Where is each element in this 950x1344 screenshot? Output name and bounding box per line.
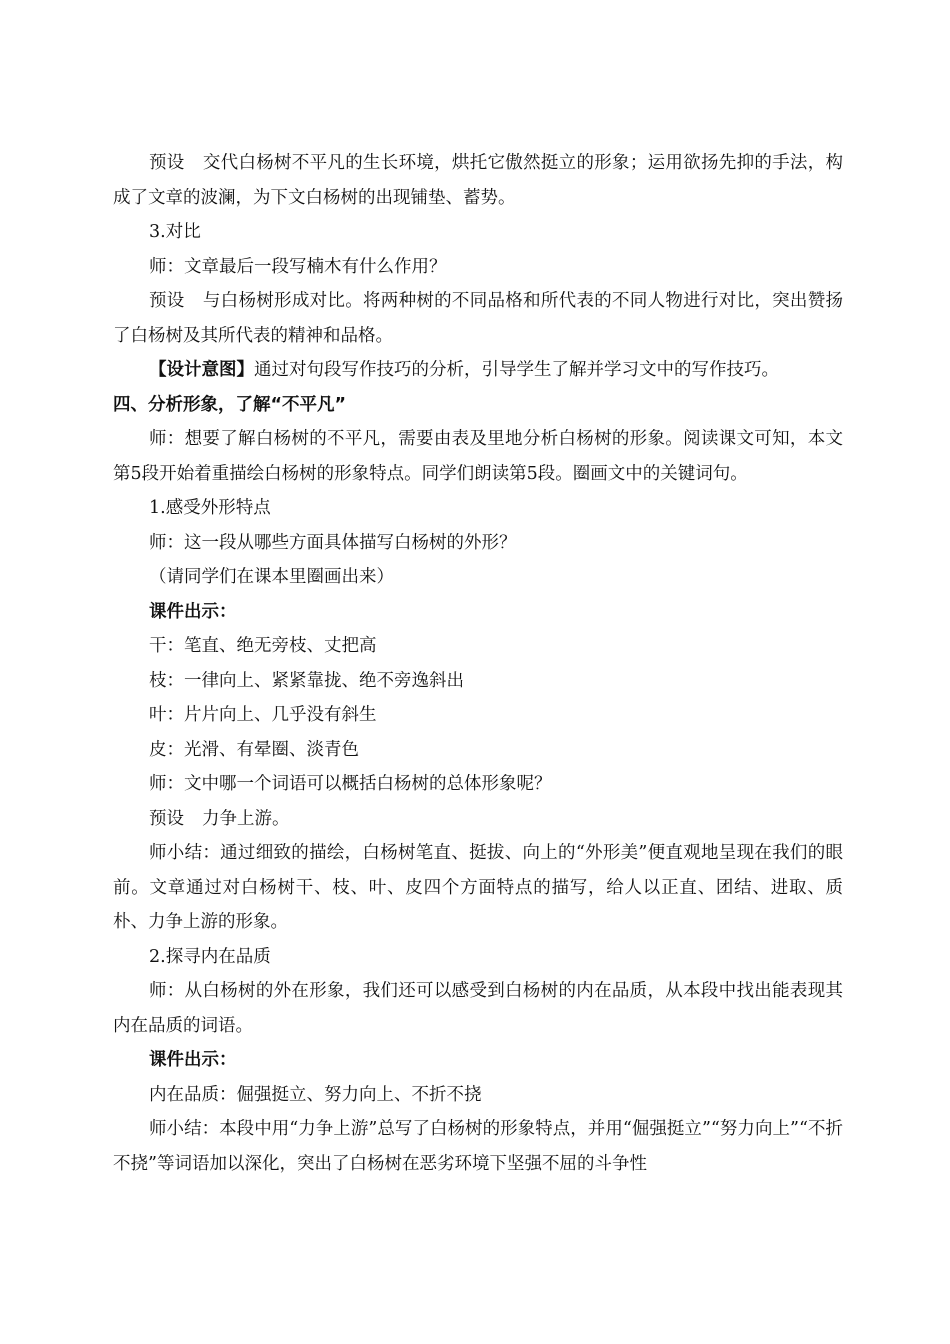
- paragraph-preset-3: [113, 802, 843, 837]
- teacher-question: 师：这一段从哪些方面具体描写白杨树的外形？: [149, 532, 517, 553]
- preset-label: 预设: [149, 153, 185, 173]
- list-item-leaf: 叶：片片向上、几乎没有斜生: [149, 705, 377, 725]
- preset-text: 力争上游。: [202, 808, 290, 829]
- paragraph-preset-1: [113, 146, 843, 215]
- courseware-label: 课件出示：: [149, 1050, 237, 1070]
- design-intent-text: 通过对句段写作技巧的分析，引导学生了解并学习文中的写作技巧。: [254, 360, 779, 380]
- paragraph-preset-2: [113, 284, 843, 353]
- preset-label: 预设: [149, 291, 185, 311]
- courseware-label: 课件出示：: [149, 601, 237, 622]
- teacher-question: 师：从白杨树的外在形象，我们还可以感受到白杨树的内在品质，从本段中找出能表现其内在品质的词语。: [113, 981, 843, 1036]
- teacher-question: 师：文中哪一个词语可以概括白杨树的总体形象呢？: [149, 774, 552, 794]
- design-intent-label: 【设计意图】: [149, 360, 254, 380]
- preset-label: 预设: [149, 808, 184, 829]
- teacher-question: 师：文章最后一段写楠木有什么作用？: [149, 256, 447, 277]
- subheading-appearance: 1.感受外形特点: [149, 498, 271, 518]
- instruction-note: （请同学们在课本里圈画出来）: [149, 567, 394, 587]
- document-body: [113, 146, 843, 1181]
- subheading-contrast: 3.对比: [149, 222, 201, 242]
- list-item-branch: 枝：一律向上、紧紧靠拢、绝不旁逸斜出: [149, 670, 464, 691]
- list-item-trunk: 干：笔直、绝无旁枝、丈把高: [149, 636, 377, 656]
- teacher-intro: 师：想要了解白杨树的不平凡，需要由表及里地分析白杨树的形象。阅读课文可知，本文第5段开始着重描绘白杨树的形象特点。同学们朗读第5段。圈画文中的关键词句。: [113, 429, 843, 484]
- list-item-inner-quality: 内在品质：倔强挺立、努力向上、不折不挠: [149, 1084, 482, 1105]
- preset-text: 与白杨树形成对比。将两种树的不同品格和所代表的不同人物进行对比，突出赞扬了白杨树及其所代表的精神和品格。: [113, 291, 844, 346]
- preset-text: 交代白杨树不平凡的生长环境，烘托它傲然挺立的形象；运用欲扬先抑的手法，构成了文章的波澜，为下文白杨树的出现铺垫、蓄势。: [113, 153, 844, 208]
- section-heading-4: 四、分析形象，了解“不平凡”: [113, 394, 347, 415]
- teacher-summary: 师小结：通过细致的描绘，白杨树笔直、挺拔、向上的“外形美”便直观地呈现在我们的眼前。文章通过对白杨树干、枝、叶、皮四个方面特点的描写，给人以正直、团结、进取、质朴、力争上游的形象。: [113, 843, 843, 932]
- design-intent: [113, 353, 843, 388]
- teacher-summary: 师小结：本段中用“力争上游”总写了白杨树的形象特点，并用“倔强挺立”“努力向上”“不折不挠”等词语加以深化，突出了白杨树在恶劣环境下坚强不屈的斗争性: [113, 1119, 843, 1174]
- list-item-bark: 皮：光滑、有晕圈、淡青色: [149, 739, 359, 760]
- subheading-inner-quality: 2.探寻内在品质: [149, 946, 271, 967]
